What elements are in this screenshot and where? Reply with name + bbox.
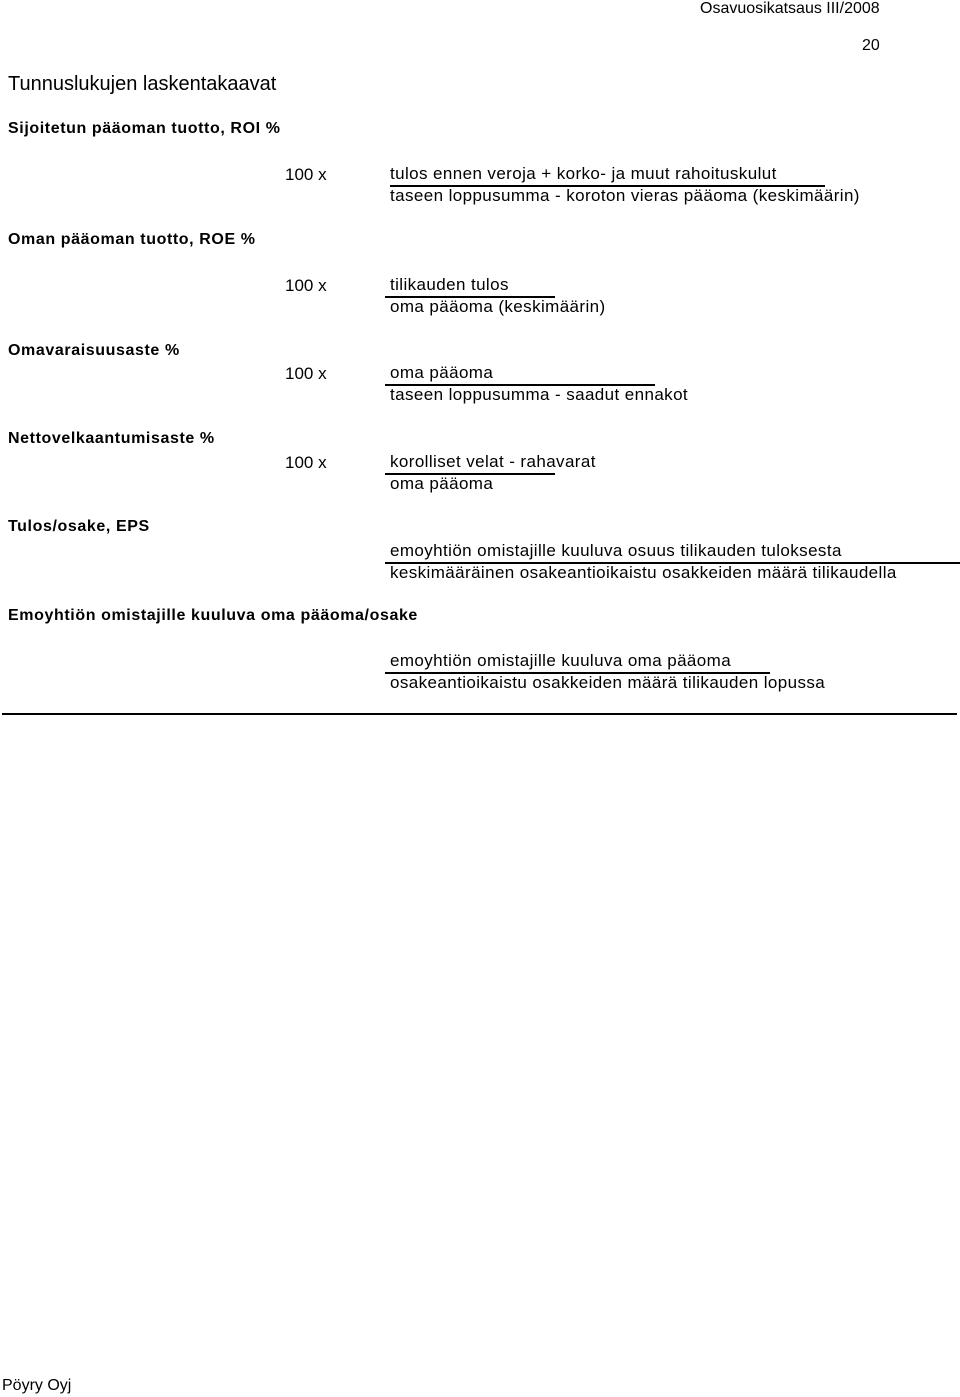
fraction-bar (385, 473, 555, 475)
fraction-bar (390, 185, 825, 187)
formula-label-roe: Oman pääoman tuotto, ROE % (8, 231, 256, 248)
fraction-bar (385, 672, 770, 674)
multiplier: 100 x (285, 453, 327, 472)
numerator: korolliset velat - rahavarat (390, 452, 596, 471)
multiplier: 100 x (285, 276, 327, 295)
company-name: Pöyry Oyj (2, 1377, 72, 1394)
numerator: emoyhtiön omistajille kuuluva oma pääoma (390, 651, 732, 670)
multiplier: 100 x (285, 364, 327, 383)
denominator: taseen loppusumma - koroton vieras pääoma (keskimäärin) (390, 186, 860, 205)
report-title: Osavuosikatsaus III/2008 (700, 0, 880, 17)
numerator: oma pääoma (390, 363, 494, 382)
formula-label-eps: Tulos/osake, EPS (8, 518, 150, 535)
numerator: emoyhtiön omistajille kuuluva osuus tilikauden tuloksesta (390, 541, 842, 560)
denominator: osakeantioikaistu osakkeiden määrä tilikauden lopussa (390, 673, 826, 692)
numerator: tulos ennen veroja + korko- ja muut rahoituskulut (390, 164, 777, 183)
formula-label-equity-ratio: Omavaraisuusaste % (8, 342, 180, 359)
page-title: Tunnuslukujen laskentakaavat (8, 73, 277, 95)
fraction-bar (385, 562, 960, 564)
fraction-bar (385, 384, 655, 386)
denominator: oma pääoma (keskimäärin) (390, 297, 606, 316)
numerator: tilikauden tulos (390, 275, 509, 294)
denominator: oma pääoma (390, 474, 494, 493)
formula-label-gearing: Nettovelkaantumisaste % (8, 430, 215, 447)
denominator: keskimääräinen osakeantioikaistu osakkeiden määrä tilikaudella (390, 563, 897, 582)
denominator: taseen loppusumma - saadut ennakot (390, 385, 689, 404)
formula-label-roi: Sijoitetun pääoman tuotto, ROI % (8, 120, 281, 137)
formula-label-equity-per-share: Emoyhtiön omistajille kuuluva oma pääoma/osake (8, 607, 418, 624)
section-divider (2, 713, 957, 715)
page-number: 20 (862, 37, 880, 54)
multiplier: 100 x (285, 165, 327, 184)
fraction-bar (385, 296, 555, 298)
